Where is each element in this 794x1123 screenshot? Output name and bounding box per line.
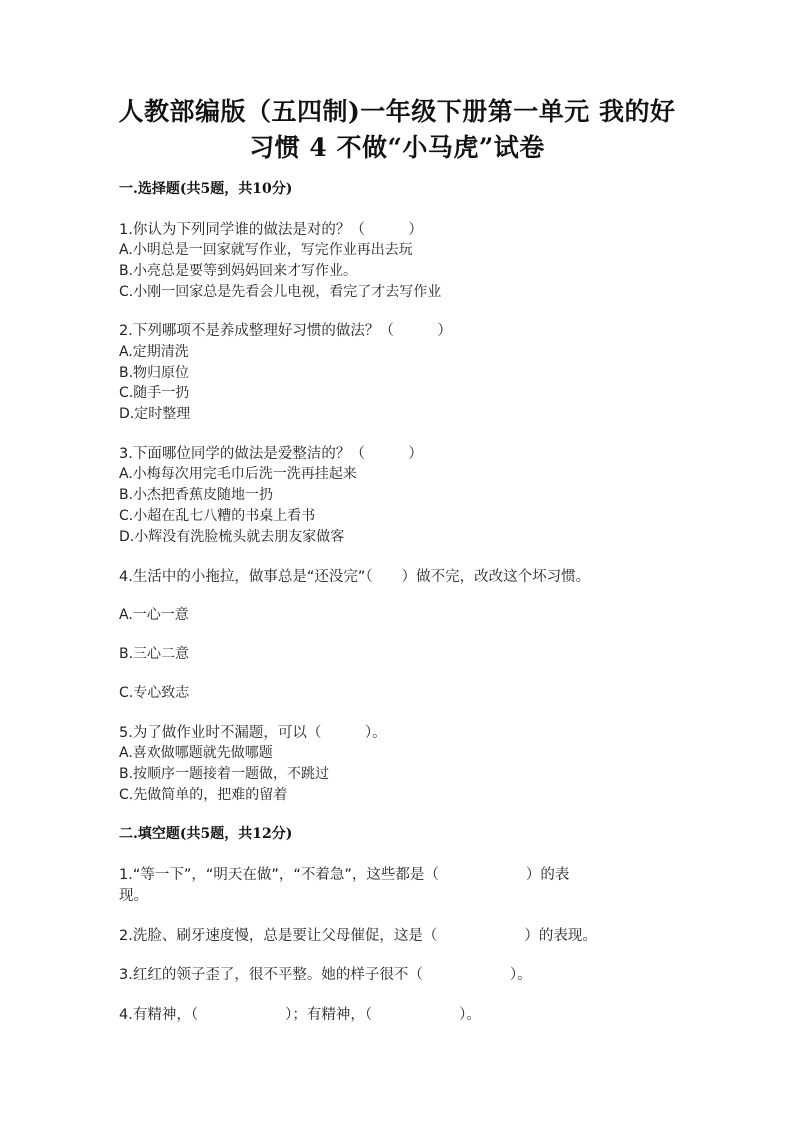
- exam-title-line2: 习惯 4 不做“小马虎”试卷: [249, 133, 545, 162]
- question-2-option-c: C.随手一扔: [119, 385, 190, 401]
- question-1-option-b: B.小亮总是要等到妈妈回来才写作业。: [119, 263, 358, 279]
- question-2-stem: 2.下列哪项不是养成整理好习惯的做法？（ ）: [119, 323, 452, 339]
- question-3-option-a: A.小梅每次用完毛巾后洗一洗再挂起来: [119, 466, 357, 482]
- fill-question-4: 4.有精神，（ ）；有精神，（ ）。: [119, 1007, 481, 1023]
- fill-question-1-line1: 1.“等一下”，“明天在做”，“不着急”，这些都是（ ）的表: [119, 867, 570, 883]
- question-1-option-c: C.小刚一回家总是先看会儿电视，看完了才去写作业: [119, 284, 442, 300]
- question-5-option-c: C.先做简单的，把难的留着: [119, 787, 288, 803]
- question-1-stem: 1.你认为下列同学谁的做法是对的？（ ）: [119, 222, 423, 238]
- question-3-option-d: D.小辉没有洗脸梳头就去朋友家做客: [119, 529, 345, 545]
- section-heading-choice: 一.选择题(共5题，共10分): [119, 181, 293, 197]
- question-3-option-c: C.小超在乱七八糟的书桌上看书: [119, 508, 316, 524]
- question-5-option-a: A.喜欢做哪题就先做哪题: [119, 745, 273, 761]
- fill-question-3: 3.红红的领子歪了，很不平整。她的样子很不（ ）。: [119, 967, 532, 983]
- question-2-option-a: A.定期清洗: [119, 344, 189, 360]
- fill-question-2: 2.洗脸、刷牙速度慢，总是要让父母催促，这是（ ）的表现。: [119, 928, 597, 944]
- question-2-option-b: B.物归原位: [119, 365, 190, 381]
- question-4-option-b: B.三心二意: [119, 646, 190, 662]
- question-4-option-c: C.专心致志: [119, 685, 190, 701]
- question-3-option-b: B.小杰把香蕉皮随地一扔: [119, 487, 274, 503]
- fill-question-1-line2: 现。: [119, 888, 148, 904]
- question-2-option-d: D.定时整理: [119, 406, 191, 422]
- question-5-stem: 5.为了做作业时不漏题，可以（ ）。: [119, 725, 387, 741]
- question-5-option-b: B.按顺序一题接着一题做，不跳过: [119, 766, 330, 782]
- exam-title-line1: 人教部编版（五四制)一年级下册第一单元 我的好: [118, 97, 676, 126]
- question-3-stem: 3.下面哪位同学的做法是爱整洁的？（ ）: [119, 446, 423, 462]
- question-4-option-a: A.一心一意: [119, 607, 189, 623]
- question-4-stem: 4.生活中的小拖拉，做事总是“还没完”（ ）做不完，改改这个坏习惯。: [119, 569, 591, 585]
- section-heading-fill-blank: 二.填空题(共5题，共12分): [119, 826, 293, 842]
- question-1-option-a: A.小明总是一回家就写作业，写完作业再出去玩: [119, 242, 413, 258]
